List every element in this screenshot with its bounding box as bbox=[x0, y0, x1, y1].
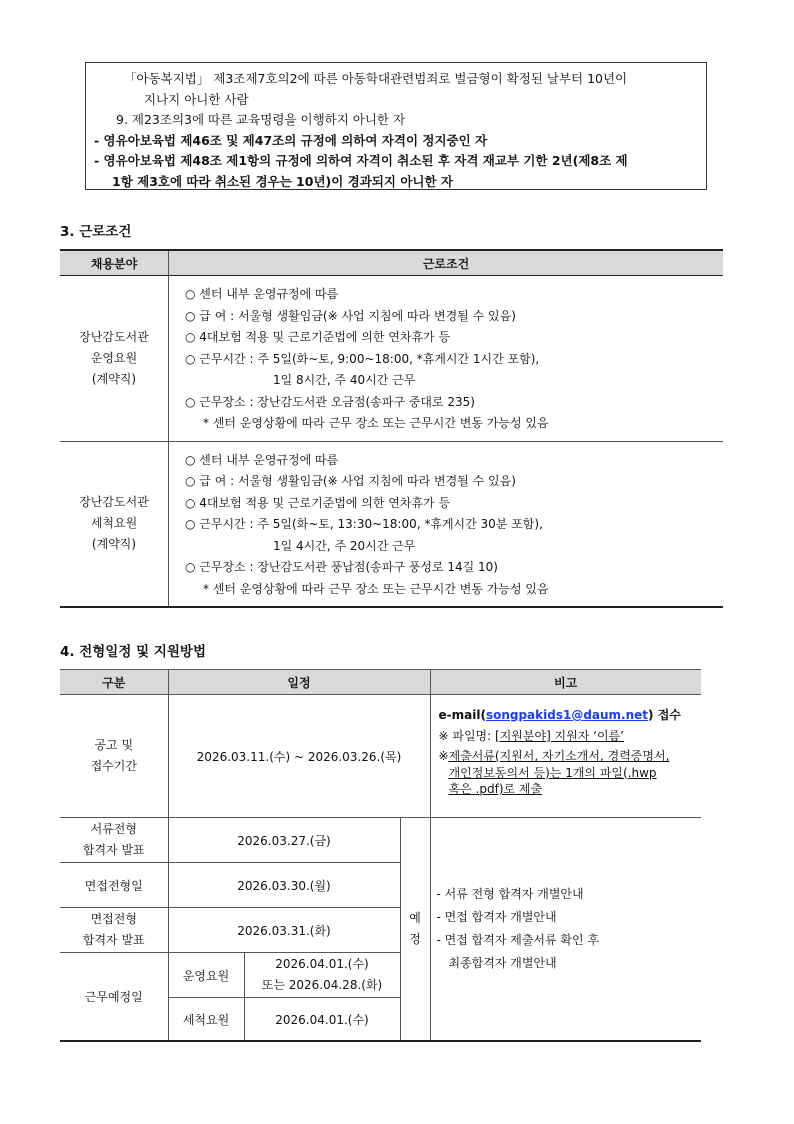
schedule-date: 2026.03.27.(금) bbox=[168, 818, 400, 863]
condition-line: ○ 근무시간 : 주 5일(화~토, 13:30~18:00, *휴게시간 30분 포함), bbox=[185, 517, 543, 531]
row-label: 공고 및 bbox=[94, 738, 134, 752]
email-prefix: e-mail( bbox=[438, 708, 486, 722]
role-name: 장난감도서관 bbox=[79, 495, 149, 510]
row-label: 면접전형일 bbox=[60, 863, 168, 908]
column-header: 구분 bbox=[60, 670, 168, 695]
role-name: 세척요원 bbox=[90, 516, 138, 531]
email-link[interactable]: songpakids1@daum.net bbox=[485, 708, 649, 722]
row-label: 접수기간 bbox=[90, 759, 137, 773]
disqualification-box bbox=[85, 62, 707, 190]
documents-line: 개인정보동의서 등)는 1개의 파일(.hwp bbox=[448, 765, 657, 780]
condition-line: ○ 급 여 : 서울형 생활임금(※ 사업 지침에 따라 변경될 수 있음) bbox=[185, 308, 516, 323]
documents-line: 제출서류(지원서, 자기소개서, 경력증명서, bbox=[448, 749, 670, 763]
note-mark: ※ 파일명: bbox=[438, 728, 496, 743]
condition-line: ○ 근무시간 : 주 5일(화~토, 9:00~18:00, *휴게시간 1시간 포함), bbox=[185, 351, 540, 366]
condition-line: ○ 4대보험 적용 및 근로기준법에 의한 연차휴가 등 bbox=[185, 495, 451, 510]
documents-line: 혹은 .pdf)로 제출 bbox=[448, 782, 543, 796]
schedule-date: 2026.03.30.(월) bbox=[168, 863, 400, 908]
remark-line: 최종합격자 개별안내 bbox=[448, 956, 557, 970]
remark-line: - 면접 합격자 제출서류 확인 후 bbox=[436, 933, 600, 947]
role-name: 세척요원 bbox=[168, 998, 244, 1042]
condition-note: * 센터 운영상황에 따라 근무 장소 또는 근무시간 변동 가능성 있음 bbox=[203, 581, 549, 596]
application-period: 2026.03.11.(수) ~ 2026.03.26.(목) bbox=[168, 695, 430, 818]
box-line: - 영유아보육법 제46조 및 제47조의 규정에 의하여 자격이 정지중인 자 bbox=[94, 132, 488, 148]
column-header: 비고 bbox=[430, 670, 701, 695]
remark-line: - 면접 합격자 개별안내 bbox=[436, 910, 557, 924]
section-title: 4. 전형일정 및 지원방법 bbox=[60, 644, 206, 660]
condition-line: 1일 4시간, 주 20시간 근무 bbox=[273, 538, 416, 553]
table-row bbox=[60, 818, 701, 863]
box-line: 9. 제23조의3에 따른 교육명령을 이행하지 아니한 자 bbox=[116, 112, 406, 127]
condition-note: * 센터 운영상황에 따라 근무 장소 또는 근무시간 변동 가능성 있음 bbox=[203, 416, 549, 430]
application-method bbox=[430, 695, 701, 818]
table-row bbox=[60, 441, 723, 607]
condition-line: ○ 센터 내부 운영규정에 따름 bbox=[185, 287, 339, 301]
box-line: 「아동복지법」 제3조제7호의2에 따른 아동학대관련범죄로 벌금형이 확정된 날부터 10년이 bbox=[124, 71, 628, 86]
role-name: 운영요원 bbox=[90, 350, 138, 365]
condition-line: 1일 8시간, 주 40시간 근무 bbox=[273, 373, 416, 387]
email-suffix: ) 접수 bbox=[648, 708, 681, 722]
box-line: - 영유아보육법 제48조 제1항의 규정에 의하여 자격이 취소된 후 자격 재교부 기한 2년(제8조 제 bbox=[94, 153, 628, 168]
row-label: 근무예정일 bbox=[60, 953, 168, 1042]
table-row bbox=[60, 695, 701, 818]
row-label: 서류전형 bbox=[90, 822, 137, 836]
row-label: 합격자 발표 bbox=[82, 933, 145, 947]
schedule-date: 또는 2026.04.28.(화) bbox=[261, 978, 383, 992]
condition-line: ○ 급 여 : 서울형 생활임금(※ 사업 지침에 따라 변경될 수 있음) bbox=[185, 474, 516, 488]
column-header: 채용분야 bbox=[60, 250, 169, 276]
box-line: 지나지 아니한 사람 bbox=[144, 91, 249, 107]
tentative-marker bbox=[400, 818, 430, 1042]
schedule-date: 2026.04.01.(수) bbox=[244, 998, 400, 1042]
role-name: 장난감도서관 bbox=[79, 329, 149, 344]
tentative-char: 예 bbox=[409, 911, 421, 925]
role-name: 운영요원 bbox=[168, 953, 244, 998]
working-conditions-table bbox=[60, 249, 723, 608]
tentative-char: 정 bbox=[409, 932, 421, 946]
column-header: 일정 bbox=[168, 670, 430, 695]
file-name-rule: [지원분야] 지원자 ‘이름’ bbox=[495, 728, 624, 743]
column-header: 근로조건 bbox=[169, 250, 724, 276]
table-row bbox=[60, 276, 723, 442]
remarks-cell bbox=[430, 818, 701, 1042]
note-mark: ※ bbox=[438, 749, 449, 763]
condition-line: ○ 센터 내부 운영규정에 따름 bbox=[185, 452, 339, 467]
schedule-date: 2026.03.31.(화) bbox=[168, 908, 400, 953]
condition-line: ○ 근무장소 : 장난감도서관 오금점(송파구 중대로 235) bbox=[185, 394, 475, 409]
remark-line: - 서류 전형 합격자 개별안내 bbox=[436, 887, 584, 901]
schedule-date: 2026.04.01.(수) bbox=[275, 957, 369, 971]
contract-type: (계약직) bbox=[91, 371, 137, 386]
condition-line: ○ 근무장소 : 장난감도서관 풍납점(송파구 풍성로 14길 10) bbox=[185, 560, 498, 574]
section-title: 3. 근로조건 bbox=[60, 224, 132, 240]
contract-type: (계약직) bbox=[91, 537, 137, 552]
box-line: 1항 제3호에 따라 취소된 경우는 10년)이 경과되지 아니한 자 bbox=[112, 173, 453, 189]
condition-line: ○ 4대보험 적용 및 근로기준법에 의한 연차휴가 등 bbox=[185, 330, 451, 344]
row-label: 면접전형 bbox=[90, 912, 137, 926]
schedule-table bbox=[60, 669, 701, 1042]
row-label: 합격자 발표 bbox=[82, 843, 145, 857]
